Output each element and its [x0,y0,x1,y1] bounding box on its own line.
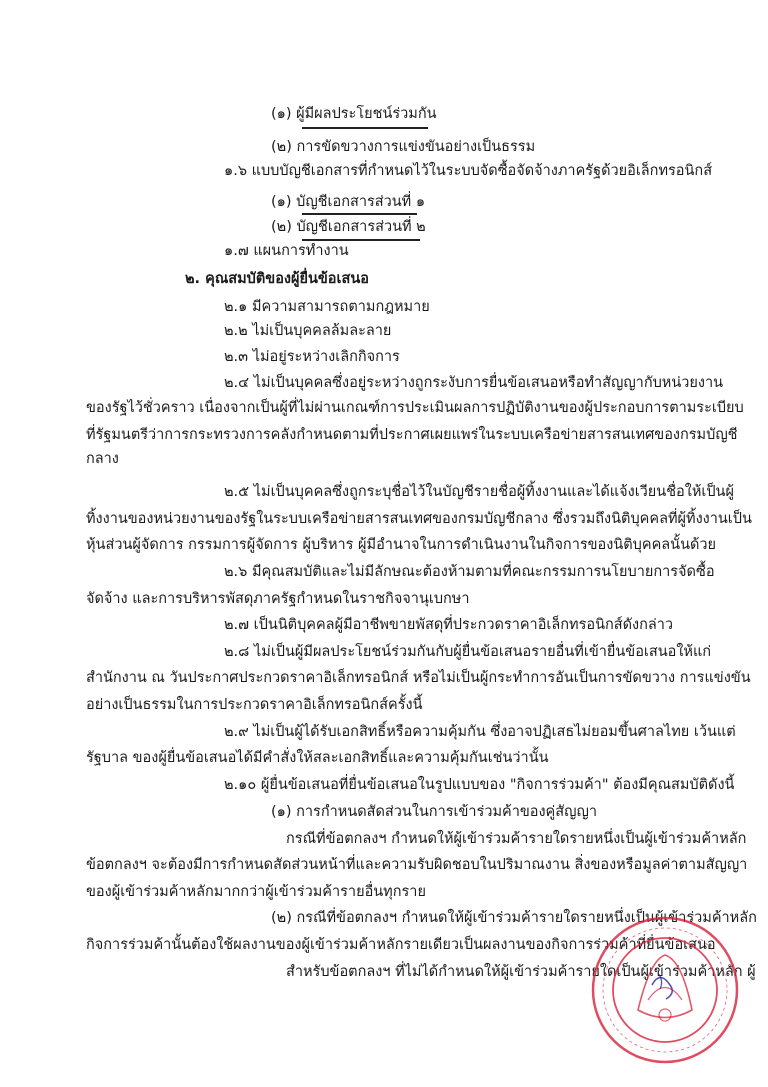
item-2-6: ๒.๖ มีคุณสมบัติและไม่มีลักษณะต้องห้ามตามที่คณะกรรมการนโยบายการจัดซื้อ [224,564,715,580]
paragraph-line: รัฐบาล ของผู้ยื่นข้อเสนอได้มีคำสั่งให้สละเอกสิทธิ์และความคุ้มกันเช่นว่านั้น [86,750,549,766]
item-2-3: ๒.๓ ไม่อยู่ระหว่างเลิกกิจการ [224,349,400,365]
paragraph-line: สำนักงาน ณ วันประกาศประกวดราคาอิเล็กทรอนิกส์ หรือไม่เป็นผู้กระทำการอันเป็นการขัดขวาง การแข่งขัน [86,670,751,686]
paragraph-line: กลาง [86,451,119,467]
item-1-7: ๑.๗ แผนการทำงาน [224,243,349,259]
paragraph-line: อย่างเป็นธรรมในการประกวดราคาอิเล็กทรอนิกส์ครั้งนี้ [86,697,423,713]
item-2-2: ๒.๒ ไม่เป็นบุคคลล้มละลาย [224,323,392,339]
paragraph-line: กิจการร่วมค้านั้นต้องใช้ผลงานของผู้เข้าร่วมค้าหลักรายเดียวเป็นผลงานของกิจการร่วมค้าที่ยื่นข้อเสนอ [86,937,716,953]
paragraph-line: กรณีที่ข้อตกลงฯ กำหนดให้ผู้เข้าร่วมค้ารายใดรายหนึ่งเป็นผู้เข้าร่วมค้าหลัก [286,831,747,847]
paragraph-line: หุ้นส่วนผู้จัดการ กรรมการผู้จัดการ ผู้บริหาร ผู้มีอำนาจในการดำเนินงานในกิจการของนิติบุคคลนั้นด้วย [86,537,717,553]
paragraph-line: ข้อตกลงฯ จะต้องมีการกำหนดสัดส่วนหน้าที่และความรับผิดชอบในปริมาณงาน สิ่งของหรือมูลค่าตามสัญญา [86,857,748,873]
paragraph-line: ที่รัฐมนตรีว่าการกระทรวงการคลังกำหนดตามที่ประกาศเผยแพร่ในระบบเครือข่ายสารสนเทศของกรมบัญชี [86,427,738,443]
paragraph-line: จัดจ้าง และการบริหารพัสดุภาครัฐกำหนดในราชกิจจานุเบกษา [86,591,470,607]
underline [302,127,428,129]
item-1-6-2: (๒) บัญชีเอกสารส่วนที่ ๒ [271,219,426,235]
item-2-9: ๒.๙ ไม่เป็นผู้ได้รับเอกสิทธิ์หรือความคุ้มกัน ซึ่งอาจปฏิเสธไม่ยอมขึ้นศาลไทย เว้นแต่ [224,724,736,740]
item-1-5-1: (๑) ผู้มีผลประโยชน์ร่วมกัน [271,106,437,122]
item-1-6-1: (๑) บัญชีเอกสารส่วนที่ ๑ [271,194,426,210]
paragraph-line: ของผู้เข้าร่วมค้าหลักมากกว่าผู้เข้าร่วมค้ารายอื่นทุกราย [86,884,426,900]
item-2-10: ๒.๑๐ ผู้ยื่นข้อเสนอที่ยื่นข้อเสนอในรูปแบบของ "กิจการร่วมค้า" ต้องมีคุณสมบัติดังนี้ [224,777,735,793]
paragraph-line: สำหรับข้อตกลงฯ ที่ไม่ได้กำหนดให้ผู้เข้าร่วมค้ารายใดเป็นผู้เข้าร่วมค้าหลัก ผู้ [286,964,756,980]
item-2-10-1: (๑) การกำหนดสัดส่วนในการเข้าร่วมค้าของคู่สัญญา [271,804,597,820]
official-seal-stamp-icon [590,915,740,1065]
item-2-4: ๒.๔ ไม่เป็นบุคคลซึ่งอยู่ระหว่างถูกระงับการยื่นข้อเสนอหรือทำสัญญากับหน่วยงาน [224,375,724,391]
item-2-8: ๒.๘ ไม่เป็นผู้มีผลประโยชน์ร่วมกันกับผู้ยื่นข้อเสนอรายอื่นที่เข้ายื่นข้อเสนอให้แก่ [224,644,712,660]
item-2-1: ๒.๑ มีความสามารถตามกฎหมาย [224,299,430,315]
item-1-5-2: (๒) การขัดขวางการแข่งขันอย่างเป็นธรรม [271,139,536,155]
item-2-7: ๒.๗ เป็นนิติบุคคลผู้มีอาชีพขายพัสดุที่ประกวดราคาอิเล็กทรอนิกส์ดังกล่าว [224,617,674,633]
item-2-5: ๒.๕ ไม่เป็นบุคคลซึ่งถูกระบุชื่อไว้ในบัญชีรายชื่อผู้ทิ้งงานและได้แจ้งเวียนชื่อให้เป็นผู้ [224,484,734,500]
section-2-heading: ๒. คุณสมบัติของผู้ยื่นข้อเสนอ [185,271,369,287]
item-1-6: ๑.๖ แบบบัญชีเอกสารที่กำหนดไว้ในระบบจัดซื้อจัดจ้างภาครัฐด้วยอิเล็กทรอนิกส์ [224,163,713,179]
paragraph-line: ทิ้งงานของหน่วยงานของรัฐในระบบเครือข่ายสารสนเทศของกรมบัญชีกลาง ซึ่งรวมถึงนิติบุคคลที่ผู้ทิ้งงานเป็น [86,511,752,527]
underline [302,213,417,215]
paragraph-line: ของรัฐไว้ชั่วคราว เนื่องจากเป็นผู้ที่ไม่ผ่านเกณฑ์การประเมินผลการปฏิบัติงานของผู้ประกอบการตามระเบียบ [86,400,744,416]
item-2-10-2: (๒) กรณีที่ข้อตกลงฯ กำหนดให้ผู้เข้าร่วมค้ารายใดรายหนึ่งเป็นผู้เข้าร่วมค้าหลัก [271,910,757,926]
